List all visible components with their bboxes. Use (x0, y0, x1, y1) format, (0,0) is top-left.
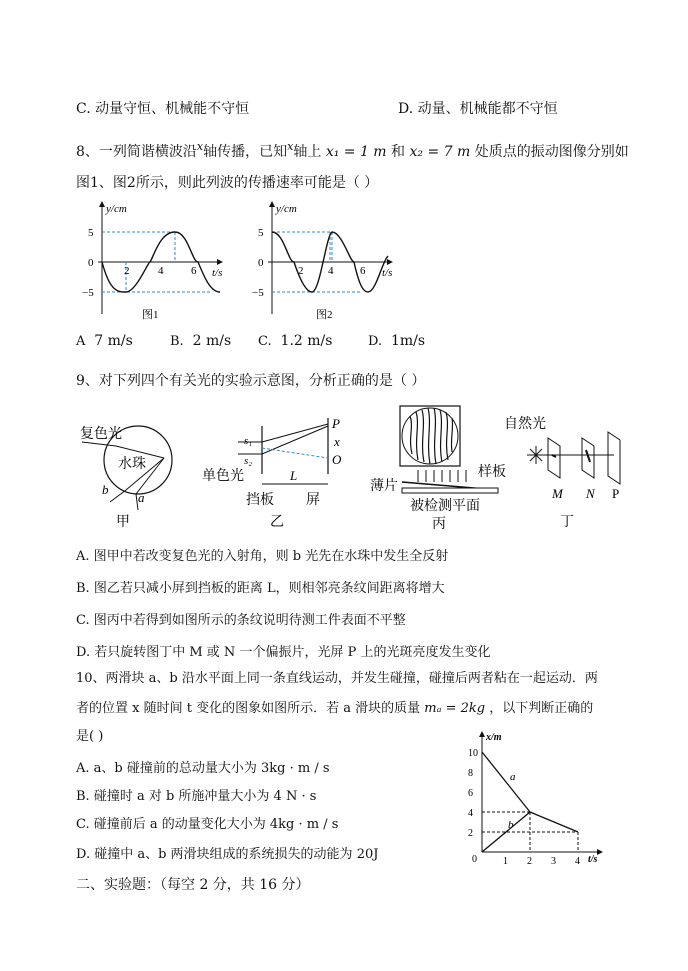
q9-option-b: B. 图乙若只减小屏到挡板的距离 L，则相邻亮条纹间距离将增大 (76, 581, 445, 596)
chart-xtick-2: 2 (527, 856, 532, 866)
fig2-tick-x-2: 2 (298, 265, 304, 277)
fig2-tick-y-0: 0 (258, 257, 264, 269)
chart-ytick-6: 6 (468, 788, 473, 799)
bing-thin-label: 薄片 (370, 479, 398, 494)
yi-O: O (332, 452, 342, 467)
yi-s2: s₂ (244, 455, 253, 467)
jia-a-label: a (138, 490, 145, 505)
chart-xtick-3: 3 (551, 856, 556, 866)
chart-ytick-4: 4 (468, 808, 473, 819)
q9-diagram-yi (200, 414, 360, 532)
yi-screen: 屏 (306, 493, 320, 508)
q8-figure-2 (250, 196, 400, 324)
ding-caption: 丁 (560, 515, 574, 530)
section-2-heading: 二、实验题：（每空 2 分，共 16 分） (76, 877, 310, 893)
q10-xt-chart (458, 728, 608, 866)
jia-caption: 甲 (116, 515, 130, 530)
yi-P: P (332, 416, 340, 431)
fig2-tick-x-6: 6 (360, 265, 366, 277)
q8-stem-line1: 8、一列简谐横波沿$^x$轴传播，已知$^x$轴上 x₁ = 1 m 和 x₂ = 7 m 处质点的振动图像分别如 (76, 140, 629, 160)
q10-stem-line3: 是( ) (76, 729, 104, 744)
q8-option-b: B. 2 m/s (170, 333, 232, 349)
q8-option-d: D. 1m/s (368, 333, 426, 349)
ding-light-label: 自然光 (504, 417, 546, 432)
q9-diagram-bing (366, 404, 516, 532)
chart-xtick-1: 1 (503, 856, 508, 866)
fig2-ylabel: y/cm (276, 203, 297, 215)
q9-diagram-jia (76, 420, 186, 532)
jia-b-label: b (102, 482, 109, 497)
fig2-tick-y-neg5: −5 (252, 287, 264, 299)
q9-diagram-ding (504, 410, 634, 532)
fig1-caption: 图1 (142, 309, 159, 321)
q7-option-d: D. 动量、机械能都不守恒 (398, 101, 558, 117)
chart-series-a (482, 752, 530, 812)
chart-ylabel: x/m (486, 732, 502, 743)
chart-xtick-4: 4 (575, 856, 580, 866)
q10-stem-line1: 10、两滑块 a、b 沿水平面上同一条直线运动，并发生碰撞，碰撞后两者粘在一起运动．两 (76, 671, 598, 686)
chart-series-combined (530, 812, 578, 832)
q10-option-a: A. a、b 碰撞前的总动量大小为 3kg · m / s (76, 761, 330, 776)
fig1-tick-x-6: 6 (191, 265, 197, 277)
chart-ytick-10: 10 (468, 748, 478, 759)
fig1-tick-y-neg5: −5 (82, 287, 94, 299)
q9-stem: 9、对下列四个有关光的实验示意图，分析正确的是（ ） (76, 373, 426, 389)
ding-M: M (552, 486, 563, 501)
fig1-tick-x-4: 4 (158, 265, 164, 277)
fig2-tick-y-5: 5 (258, 227, 264, 239)
q7-option-c: C. 动量守恒、机械能不守恒 (76, 101, 250, 117)
chart-series-label-b: b (508, 819, 514, 831)
q10-option-d: D. 碰撞中 a、b 两滑块组成的系统损失的动能为 20J (76, 847, 379, 862)
q8-figure-1 (80, 196, 230, 324)
chart-origin: 0 (472, 854, 477, 865)
q8-option-c: C. 1.2 m/s (258, 333, 333, 349)
chart-xlabel: t/s (588, 854, 598, 865)
yi-board: 挡板 (246, 493, 274, 508)
ding-P: P (612, 486, 620, 501)
bing-caption: 丙 (432, 517, 446, 532)
fig1-tick-y-0: 0 (88, 257, 94, 269)
jia-light-label: 复色光 (80, 427, 122, 442)
yi-s1: s₁ (244, 435, 253, 447)
fig1-tick-x-2: 2 (124, 265, 130, 277)
chart-ytick-8: 8 (468, 768, 473, 779)
q10-option-c: C. 碰撞前后 a 的动量变化大小为 4kg · m / s (76, 817, 339, 832)
fig2-xlabel: t/s (382, 267, 393, 279)
q9-option-d: D. 若只旋转图丁中 M 或 N 一个偏振片，光屏 P 上的光斑亮度发生变化 (76, 645, 491, 660)
q8-option-a: A 7 m/s (76, 333, 133, 349)
yi-x: x (334, 434, 340, 449)
fig1-xlabel: t/s (212, 267, 223, 279)
q9-option-a: A. 图甲中若改变复色光的入射角，则 b 光先在水珠中发生全反射 (76, 549, 449, 564)
fig1-ylabel: y/cm (106, 203, 127, 215)
q10-option-b: B. 碰撞时 a 对 b 所施冲量大小为 4 N · s (76, 789, 317, 804)
ding-N: N (586, 486, 595, 501)
yi-L: L (290, 468, 298, 483)
q8-stem-line2: 图1、图2所示，则此列波的传播速率可能是（ ） (76, 175, 379, 191)
bing-plane-label: 被检测平面 (410, 499, 480, 514)
fig2-tick-x-4: 4 (328, 265, 334, 277)
q10-stem-line2: 者的位置 x 随时间 t 变化的图象如图所示．若 a 滑块的质量 mₐ = 2kg ，以下判断正确的 (76, 701, 594, 716)
jia-drop-label: 水珠 (118, 457, 146, 472)
q9-option-c: C. 图丙中若得到如图所示的条纹说明待测工件表面不平整 (76, 613, 406, 628)
fig1-tick-y-5: 5 (88, 227, 94, 239)
yi-caption: 乙 (270, 515, 284, 530)
chart-series-label-a: a (510, 771, 516, 783)
bing-sample-label: 样板 (478, 465, 506, 480)
chart-ytick-2: 2 (468, 828, 473, 839)
yi-light: 单色光 (202, 469, 244, 484)
fig2-caption: 图2 (316, 309, 333, 321)
